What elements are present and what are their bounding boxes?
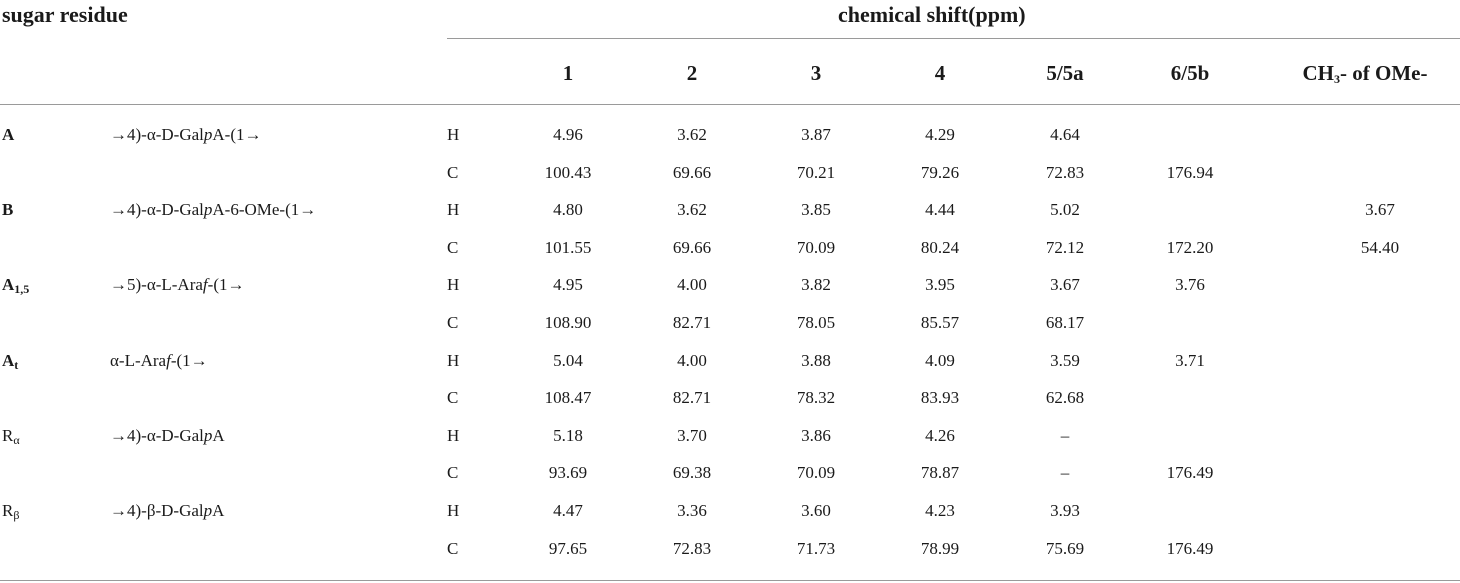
shift-value: 3.71: [1175, 350, 1205, 370]
atom-label: C: [447, 237, 459, 257]
table-bottom-rule: [0, 580, 1460, 581]
shift-value: 78.32: [796, 388, 836, 408]
shift-value: 3.59: [1050, 350, 1080, 370]
shift-value: 75.69: [1045, 538, 1085, 558]
shift-value: 82.71: [672, 388, 712, 408]
shift-value: 85.57: [920, 313, 960, 332]
residue-code: $R_\beta$: [2, 501, 20, 522]
shift-value: 100.43: [544, 162, 592, 182]
shift-value: 172.20: [1166, 237, 1214, 257]
shift-value: 101.55: [544, 237, 592, 257]
shift-value: 3.95: [925, 275, 955, 295]
residue-linkage: →5)-α-L-Araf-(1→: [110, 275, 245, 295]
shift-value: 93.69: [548, 463, 588, 483]
shift-value: 70.09: [796, 237, 836, 257]
shift-value: 62.68: [1045, 388, 1085, 408]
shift-value: 5.18: [553, 425, 583, 445]
column-header-5-5a: 5/5a: [1046, 61, 1084, 85]
shift-value: 70.21: [796, 162, 836, 182]
shift-value: 4.23: [925, 501, 955, 520]
shift-value: 3.70: [677, 425, 707, 445]
shift-value: 3.36: [677, 501, 707, 520]
shift-value: 72.83: [1045, 162, 1085, 182]
atom-label: H: [447, 125, 460, 144]
shift-value: 71.73: [796, 538, 836, 558]
column-header-ch3-ome: $CH_3-$ of OMe-: [1302, 61, 1428, 86]
atom-label: H: [447, 425, 460, 445]
shift-value: 176.49: [1166, 463, 1214, 483]
shift-value: 3.93: [1050, 501, 1080, 520]
shift-value: 176.49: [1166, 538, 1214, 558]
header-sugar-residue: sugar residue: [2, 2, 128, 27]
atom-label: C: [447, 162, 459, 182]
shift-value: 78.05: [796, 313, 836, 332]
shift-value: 3.85: [801, 200, 831, 220]
shift-value: 78.99: [920, 538, 960, 558]
column-header-2: 2: [686, 61, 698, 85]
residue-linkage: →4)-β-D-GalpA: [110, 501, 225, 520]
column-header-1: 1: [562, 61, 574, 85]
shift-value: 3.62: [677, 200, 707, 220]
shift-value: 4.29: [925, 125, 955, 144]
shift-value: 54.40: [1360, 237, 1400, 257]
atom-label: C: [447, 388, 459, 408]
shift-value: 4.44: [925, 200, 955, 220]
shift-value: 5.04: [553, 350, 583, 370]
atom-label: C: [447, 538, 459, 558]
shift-value: 83.93: [920, 388, 960, 408]
residue-code: $A_{1,5}$: [2, 275, 30, 297]
shift-value: 5.02: [1050, 200, 1080, 220]
shift-value: 72.12: [1045, 237, 1085, 257]
shift-value: 3.67: [1365, 200, 1395, 220]
shift-value: 70.09: [796, 463, 836, 483]
shift-value: 4.80: [553, 200, 583, 220]
column-header-4: 4: [934, 61, 946, 85]
residue-linkage: →4)-α-D-GalpA-(1→: [110, 125, 262, 144]
residue-linkage: α-L-Araf-(1→: [110, 350, 208, 370]
shift-value: 108.90: [544, 313, 592, 332]
shift-value: 69.66: [672, 162, 712, 182]
atom-label: H: [447, 275, 460, 295]
residue-code: A: [2, 125, 15, 144]
residue-code: B: [2, 200, 14, 220]
column-header-3: 3: [810, 61, 822, 85]
atom-label: H: [447, 350, 460, 370]
atom-label: C: [447, 313, 459, 332]
shift-value: 69.38: [672, 463, 712, 483]
residue-linkage: →4)-α-D-GalpA-6-OMe-(1→: [110, 200, 317, 220]
shift-value: 78.87: [920, 463, 960, 483]
shift-value: 3.67: [1050, 275, 1080, 295]
shift-value: –: [1060, 463, 1070, 483]
shift-value: 4.00: [677, 350, 707, 370]
shift-value: 80.24: [920, 237, 960, 257]
shift-value: 4.96: [553, 125, 583, 144]
shift-value: 3.88: [801, 350, 831, 370]
shift-value: 69.66: [672, 237, 712, 257]
shift-value: 4.09: [925, 350, 955, 370]
atom-label: C: [447, 463, 459, 483]
shift-value: 3.62: [677, 125, 707, 144]
shift-value: 108.47: [544, 388, 592, 408]
shift-value: 97.65: [548, 538, 588, 558]
shift-value: 79.26: [920, 162, 960, 182]
atom-label: H: [447, 200, 460, 220]
shift-value: 3.76: [1175, 275, 1205, 295]
atom-label: H: [447, 501, 460, 520]
header-bottom-rule: [0, 104, 1460, 105]
shift-value: 72.83: [672, 538, 712, 558]
header-chemical-shift: chemical shift(ppm): [838, 2, 1026, 27]
shift-value: 82.71: [672, 313, 712, 332]
shift-value: 4.95: [553, 275, 583, 295]
shift-value: 3.87: [801, 125, 831, 144]
residue-linkage: →4)-α-D-GalpA: [110, 425, 225, 445]
header-group-rule: [447, 38, 1460, 39]
shift-value: 68.17: [1045, 313, 1085, 332]
column-header-6-5b: 6/5b: [1170, 61, 1210, 85]
residue-code: $A_t$: [2, 350, 19, 372]
shift-value: 176.94: [1166, 162, 1214, 182]
residue-code: $R_\alpha$: [2, 425, 20, 447]
shift-value: 3.82: [801, 275, 831, 295]
shift-value: 4.64: [1050, 125, 1080, 144]
shift-value: 3.60: [801, 501, 831, 520]
shift-value: 4.26: [925, 425, 955, 445]
shift-value: 4.00: [677, 275, 707, 295]
shift-value: 4.47: [553, 501, 583, 520]
shift-value: 3.86: [801, 425, 831, 445]
shift-value: –: [1060, 425, 1070, 445]
